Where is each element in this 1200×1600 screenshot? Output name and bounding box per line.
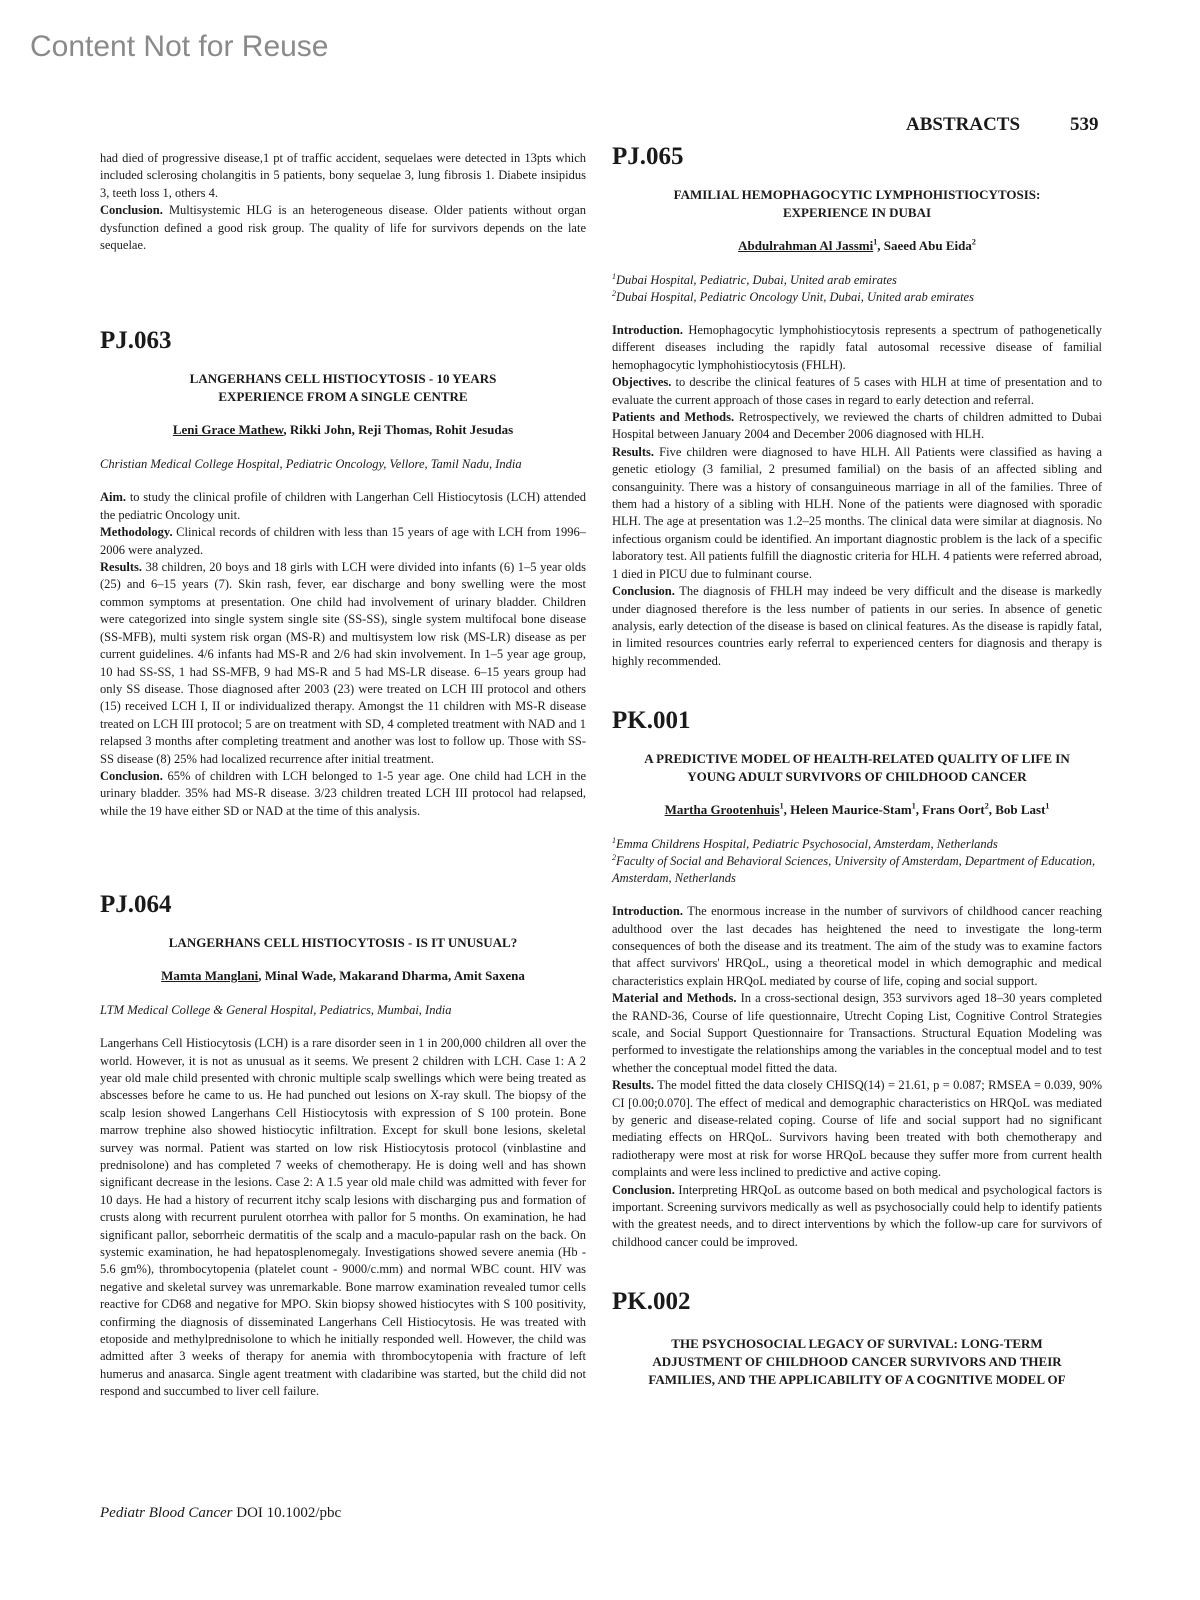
affiliation: $^1$Emma Childrens Hospital, Pediatric Psychosocial, Amsterdam, Netherlands $^2$Faculty of Social and Behavioral Sciences, University of Amsterdam, Department of Education, Amsterdam, Netherlands bbox=[612, 835, 1096, 886]
journal-name: Pediatr Blood Cancer bbox=[100, 1505, 233, 1521]
left-column bbox=[100, 150, 586, 1401]
abstract-pj063 bbox=[100, 326, 586, 820]
abstract-body: Introduction. The enormous increase in the number of survivors of childhood cancer reaching adulthood over the last decades has heightened the need to investigate the long-term consequences of both the disease and its treatment. The aim of the study was to examine factors that affect survivors' HRQoL, using a theoretical model in which demographic and medical characteristics explain HRQoL mediated by course of life, coping and social support. Material and Methods. In a cross-sectional design, 353 survivors aged 18–30 years completed the RAND-36, Course of life questionnaire, Utrecht Coping List, Cognitive Control Strategies scale, and Social Support Questionnaire for Transactions. Structural Equation Modeling was performed to investigate the relationships among the variables in the conceptual model and to test whether the conceptual model fitted the data. Results. The model fitted the data closely CHISQ(14) = 21.61, p = 0.087; RMSEA = 0.039, 90% CI [0.00;0.070]. The effect of medical and demographic characteristics on HRQoL was mediated by generic and disease-related coping. Course of life and social support had no significant mediating effects on HRQoL. Survivors having been treated with both chemotherapy and radiotherapy were most at risk for worse HRQoL because they suffer more from current health complaints and were less inclined to predictive and active coping. Conclusion. Interpreting HRQoL as outcome based on both medical and psychological factors is important. Screening survivors medically as well as psychosocially could help to identify patients with the greatest needs, and to direct interventions by which the follow-up care for survivors of childhood cancer could be improved. bbox=[612, 904, 1103, 1249]
abstract-id: PJ.063 bbox=[100, 327, 172, 355]
abstract-title: LANGERHANS CELL HISTIOCYTOSIS - 10 YEARS EXPERIENCE FROM A SINGLE CENTRE bbox=[189, 371, 497, 405]
abstract-title: A PREDICTIVE MODEL OF HEALTH-RELATED QUALITY OF LIFE IN YOUNG ADULT SURVIVORS OF CHILDHOOD CANCER bbox=[644, 751, 1070, 785]
abstract-pk001 bbox=[612, 706, 1102, 1251]
doi: DOI 10.1002/pbc bbox=[236, 1505, 342, 1521]
author-list: Abdulrahman Al Jassmi$^1$, Saeed Abu Eida$^2$ bbox=[738, 237, 976, 253]
presenting-author: Mamta Manglani bbox=[161, 968, 259, 984]
abstract-id: PJ.065 bbox=[612, 143, 684, 170]
conclusion-label: Conclusion. bbox=[100, 203, 163, 218]
abstract-id: PK.001 bbox=[612, 707, 691, 735]
abstract-id: PK.002 bbox=[612, 1288, 691, 1316]
continuation-abstract bbox=[100, 150, 586, 254]
affiliation: Christian Medical College Hospital, Pediatric Oncology, Vellore, Tamil Nadu, India bbox=[100, 457, 522, 472]
abstract-title: FAMILIAL HEMOPHAGOCYTIC LYMPHOHISTIOCYTOSIS: EXPERIENCE IN DUBAI bbox=[673, 187, 1041, 220]
abstract-body: Aim. to study the clinical profile of children with Langerhan Cell Histiocytosis (LCH) attended the pediatric Oncology unit. Methodology. Clinical records of children with less than 15 years of age with LCH from 1996–2006 were analyzed. Results. 38 children, 20 boys and 18 girls with LCH were divided into infants (6) 1–5 year olds (25) and 6–15 years (7). Skin rash, fever, ear discharge and bony swelling were the most common symptoms at presentation. One child had involvement of urinary bladder. Children were categorized into single system single site (SS-SS), single system multifocal bone disease (SS-MFB), multi system risk organ (MS-R) and multisystem low risk (MS-LR) disease as per current guidelines. 4/6 infants had MS-R and 2/6 had skin involvement. In 1–5 year age group, 10 had SS-SS, 1 had SS-MFB, 9 had MS-R and 5 had MS-LR disease. 6–15 years group had only SS disease. Those diagnosed after 2003 (23) were treated on LCH III protocol and others (15) received LCH I, II or individualized therapy. Amongst the 11 children with MS-R disease treated on LCH III protocol; 5 are on treatment with SD, 4 completed treatment with NAD and 1 relapsed 3 months after completing treatment and another was lost to follow up. Those with SS-SS disease (8) 25% had localized recurrence after initial treatment. Conclusion. 65% of children with LCH belonged to 1-5 year age. One child had LCH in the urinary bladder. 35% had MS-R disease. 3/23 children treated LCH III protocol had relapsed, while the 19 have either SD or NAD at the time of this analysis. bbox=[100, 490, 587, 818]
page-number: 539 bbox=[1070, 114, 1099, 135]
abstract-title: THE PSYCHOSOCIAL LEGACY OF SURVIVAL: LONG-TERM ADJUSTMENT OF CHILDHOOD CANCER SURVIVORS AND THEIR FAMILIES, AND THE APPLICABILITY OF A COGNITIVE MODEL OF bbox=[648, 1336, 1066, 1388]
watermark: Content Not for Reuse bbox=[30, 30, 329, 63]
abstract-pj065 bbox=[612, 142, 1102, 670]
abstract-body: Langerhans Cell Histiocytosis (LCH) is a rare disorder seen in 1 in 200,000 children all over the world. However, it is not as unusual as it seems. We present 2 children with LCH. Case 1: A 2 year old male child presented with chronic multiple scalp swellings which were being treated as abscesses before he came to us. He had punched out lesions on X-ray skull. The biopsy of the scalp lesion showed Langerhans Cell Histiocytosis with expression of S 100 protein. Bone marrow trephine also showed histiocytic infiltration. Except for skull bone lesions, skeletal survey was normal. Patient was started on low risk Histiocytosis protocol (vinblastine and prednisolone) and has completed 7 weeks of chemotherapy. He is doing well and has shown significant decrease in the lesions. Case 2: A 1.5 year old male child was admitted with fever for 10 days. He had a history of recurrent itchy scalp lesions with discharging pus and formation of crusts along with recurrent purulent otorrhea with pallor for 5 months. On examination, he had significant pallor, seborrheic dermatitis of the scalp and a maculo-papular rash on the back. On systemic examination, he had hepatosplenomegaly. Investigations showed severe anemia (Hb - 5.6 gm%), thrombocytopenia (platelet count - 9000/c.mm) and normal WBC count. HIV was negative and skeletal survey was unremarkable. Bone marrow examination revealed tumor cells reactive for CD68 and negative for MPO. Skin biopsy showed histiocytes with S 100 positivity, confirming the diagnosis of disseminated Langerhans Cell Histiocytosis. He was treated with etoposide and methylprednisolone to which he initially responded well. However, the child was admitted after 3 weeks of therapy for anemia with thrombocytopenia with fracture of left humerus and anasarca. Single agent treatment with cladaribine was started, but the child did not respond and succumbed to liver cell failure. bbox=[100, 1036, 586, 1399]
abstract-title: LANGERHANS CELL HISTIOCYTOSIS - IS IT UNUSUAL? bbox=[168, 935, 518, 951]
presenting-author: Abdulrahman Al Jassmi bbox=[738, 238, 874, 253]
abstract-body: Introduction. Hemophagocytic lymphohistiocytosis represents a spectrum of pathogenetically different diseases including the rapidly fatal autosomal recessive disease of familial hemophagocytic lymphohistiocytosis (FHLH). Objectives. to describe the clinical features of 5 cases with HLH at time of presentation and to evaluate the current approach of those cases in regard to early detection and referral. Patients and Methods. Retrospectively, we reviewed the charts of children admitted to Dubai Hospital between January 2004 and December 2006 diagnosed with HLH. Results. Five children were diagnosed to have HLH. All Patients were classified as having a genetic etiology (3 familial, 2 presumed familial) on the basis of an affected sibling and consanguinity. There was a history of consanguineous marriage in all of the families. Three of them had a history of a sibling with HLH. None of the patients were diagnosed with sporadic HLH. The age at presentation was 1.2–25 months. The clinical data were similar at diagnosis. No infectious organism could be identified. An important diagnostic problem is the lack of a specific laboratory test. All patients fulfill the diagnostic criteria for HLH. 4 patients were referred abroad, 1 died in PICU due to fulminant course. Conclusion. The diagnosis of FHLH may indeed be very difficult and the disease is markedly under diagnosed therefore is the less number of patients in our series. In absence of genetic analysis, early detection of the disease is based on clinical features. As the disease is rapidly fatal, in limited resources countries early referral to experienced centers for diagnosis and therapy is highly recommended. bbox=[612, 323, 1103, 668]
author-list: Leni Grace Mathew, Rikki John, Reji Thomas, Rohit Jesudas bbox=[172, 422, 514, 438]
abstract-pj064 bbox=[100, 890, 586, 1401]
affiliation: $^1$Dubai Hospital, Pediatric, Dubai, United arab emirates $^2$Dubai Hospital, Pediatric Oncology Unit, Dubai, United arab emirates bbox=[612, 271, 974, 304]
presenting-author: Leni Grace Mathew bbox=[172, 422, 284, 438]
affiliation: LTM Medical College & General Hospital, Pediatrics, Mumbai, India bbox=[100, 1003, 452, 1018]
presenting-author: Martha Grootenhuis bbox=[664, 802, 780, 818]
continuation-text: had died of progressive disease,1 pt of traffic accident, sequelaes were detected in 13pts which included sclerosing cholangitis in 5 patients, bony sequelae 3, lung fibrosis 1. Diabete insipidus 3, teeth loss 1, others 4. Conclusion. Multisystemic HLG is an heterogeneous disease. Older patients without organ dysfunction defined a good risk group. The quality of life for survivors depends on the late sequelae. bbox=[100, 151, 586, 253]
author-list: Mamta Manglani, Minal Wade, Makarand Dharma, Amit Saxena bbox=[161, 968, 525, 984]
abstract-id: PJ.064 bbox=[100, 891, 172, 919]
journal-footer bbox=[100, 1505, 341, 1522]
abstract-pk002 bbox=[612, 1287, 1102, 1389]
running-head: ABSTRACTS bbox=[906, 114, 1021, 135]
author-list: Martha Grootenhuis$^1$, Heleen Maurice-Stam$^1$, Frans Oort$^2$, Bob Last$^1$ bbox=[664, 801, 1050, 818]
right-column bbox=[612, 142, 1102, 1389]
